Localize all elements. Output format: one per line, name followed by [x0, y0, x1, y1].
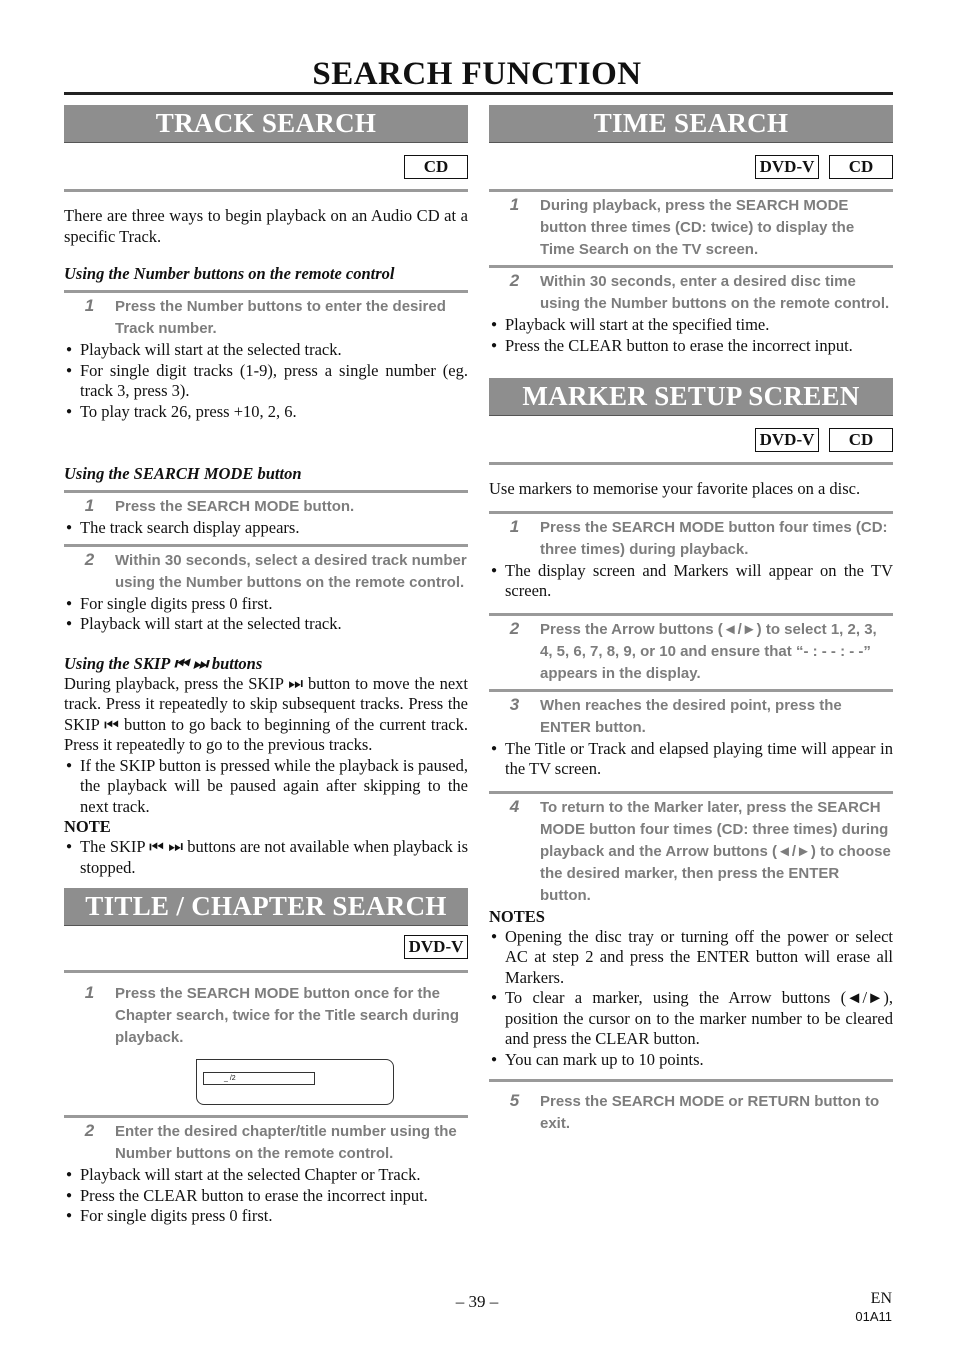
step-text: To return to the Marker later, press the SEARCH MODE button four times (CD: three times) during playback and the Arrow buttons (◄/►) to choose the desired marker, then press the ENTER button.	[540, 798, 891, 904]
section-rule	[489, 462, 893, 465]
step-2	[489, 271, 893, 315]
search-mode-subheading: Using the SEARCH MODE button	[64, 464, 302, 483]
language-label: EN	[870, 1290, 892, 1307]
skip-text: During playback, press the SKIP ⏭ button to move the next track. Press it repeatedly to skip subsequent tracks. Press the SKIP ⏮ button to go back to beginning of the current track. Press it repeatedly to go to the previous tracks.	[64, 673, 468, 754]
step-text: Enter the desired chapter/title number using the Number buttons on the remote control.	[115, 1123, 457, 1162]
marker-step3-bullets	[489, 739, 893, 780]
step-rule	[489, 511, 893, 514]
step-2	[64, 1121, 468, 1165]
marker-setup-heading: MARKER SETUP SCREEN	[489, 378, 893, 416]
step-2	[489, 619, 893, 685]
section-rule	[64, 970, 468, 973]
step-number: 1	[84, 296, 95, 315]
step-1	[489, 195, 893, 261]
number-buttons-bullets	[64, 340, 468, 422]
note-bullets	[64, 837, 468, 878]
footer-meta	[830, 1290, 892, 1326]
track-search-heading: TRACK SEARCH	[64, 105, 468, 143]
step-4	[489, 797, 893, 907]
left-column	[64, 105, 468, 1227]
cd-badge: CD	[829, 155, 893, 179]
dvd-v-badge: DVD-V	[755, 428, 819, 452]
title-chapter-bullets	[64, 1165, 468, 1227]
step-text: Press the Number buttons to enter the desired Track number.	[115, 298, 446, 337]
step-5	[489, 1091, 893, 1135]
bullet-item: ● To clear a marker, using the Arrow buttons (◄/►), position the cursor on to the marker number to be cleared and press the CLEAR button.	[489, 988, 893, 1050]
step-3	[489, 695, 893, 739]
step-rule	[64, 544, 468, 547]
cd-badge: CD	[404, 155, 468, 179]
step-text: When reaches the desired point, press the ENTER button.	[540, 696, 842, 736]
track-search-intro: There are three ways to begin playback on an Audio CD at a specific Track.	[64, 206, 468, 246]
section-rule	[64, 189, 468, 192]
step-rule	[489, 791, 893, 794]
bullet-item: ● The Title or Track and elapsed playing time will appear in the TV screen.	[489, 739, 893, 780]
dvd-v-badge: DVD-V	[755, 155, 819, 179]
step-1	[64, 496, 468, 518]
step-rule	[489, 613, 893, 616]
step-text: Within 30 seconds, select a desired track number using the Number buttons on the remote control.	[115, 551, 467, 591]
tv-screen-illustration	[196, 1059, 394, 1105]
title-chapter-search-heading: TITLE / CHAPTER SEARCH	[64, 888, 468, 926]
step-number: 1	[509, 516, 520, 536]
search-display-bar	[203, 1072, 315, 1085]
step-rule	[489, 1079, 893, 1082]
step-number: 2	[509, 618, 520, 638]
bullet-item: ● Playback will start at the specified time.	[489, 315, 893, 336]
step-number: 1	[509, 195, 520, 214]
bullet-item: ● The display screen and Markers will appear on the TV screen.	[489, 561, 893, 602]
step-text: Press the SEARCH MODE button.	[115, 498, 355, 515]
search-mode-step2-bullets	[64, 594, 468, 635]
notes-label: NOTES	[489, 906, 545, 926]
bullet-item: ● For single digits press 0 first.	[64, 1206, 468, 1227]
step-text: During playback, press the SEARCH MODE button three times (CD: twice) to display the Time Search on the TV screen.	[540, 197, 855, 258]
time-search-badges	[489, 155, 893, 179]
bullet-item: ● If the SKIP button is pressed while the playback is paused, the playback will be paused again after skipping to the next track.	[64, 756, 468, 818]
bullet-item: ● For single digits press 0 first.	[64, 594, 468, 615]
step-number: 4	[509, 796, 520, 816]
step-1	[64, 296, 468, 340]
step-rule	[64, 490, 468, 493]
title-chapter-badges	[64, 935, 468, 959]
time-search-heading: TIME SEARCH	[489, 105, 893, 143]
skip-subheading: Using the SKIP ⏮ ⏭ buttons	[64, 653, 263, 673]
step-text: Press the Arrow buttons (◄/►) to select 1, 2, 3, 4, 5, 6, 7, 8, 9, or 10 and ensure that “- : - - : - -” appears in the display.	[540, 620, 877, 682]
step-text: Press the SEARCH MODE button four times (CD: three times) during playback.	[540, 518, 888, 558]
bullet-item: ● Press the CLEAR button to erase the incorrect input.	[64, 1186, 468, 1207]
marker-setup-badges	[489, 428, 893, 452]
step-text: Within 30 seconds, enter a desired disc time using the Number buttons on the remote control.	[540, 273, 890, 312]
bullet-item: ● Playback will start at the selected track.	[64, 340, 468, 361]
step-number: 1	[84, 496, 95, 515]
search-display-text: _ /2	[224, 1075, 236, 1082]
skip-bullets	[64, 756, 468, 818]
note-label: NOTE	[64, 817, 111, 836]
page-number: – 39 –	[455, 1292, 499, 1311]
step-rule	[489, 689, 893, 692]
bullet-item: ● For single digit tracks (1-9), press a single number (eg. track 3, press 3).	[64, 361, 468, 402]
step-number: 2	[509, 271, 520, 290]
step-1	[64, 983, 468, 1049]
bullet-item: ● The SKIP ⏮ ⏭ buttons are not available when playback is stopped.	[64, 837, 468, 878]
step-2	[64, 550, 468, 594]
bullet-item: ● To play track 26, press +10, 2, 6.	[64, 402, 468, 423]
step-number: 1	[84, 983, 95, 1002]
step-text: Press the SEARCH MODE button once for the Chapter search, twice for the Title search during playback.	[115, 985, 459, 1046]
time-search-bullets	[489, 315, 893, 356]
step-number: 2	[84, 549, 95, 569]
cd-badge: CD	[829, 428, 893, 452]
bullet-item: ● Playback will start at the selected Chapter or Track.	[64, 1165, 468, 1186]
title-rule	[64, 92, 893, 95]
document-code: 01A11	[855, 1309, 892, 1324]
bullet-item: ● Press the CLEAR button to erase the incorrect input.	[489, 336, 893, 357]
step-number: 3	[509, 694, 520, 714]
bullet-item: ● Opening the disc tray or turning off the power or select AC at step 2 and press the ENTER button will erase all Markers.	[489, 927, 893, 989]
step-1	[489, 517, 893, 561]
right-column	[489, 105, 893, 1135]
dvd-v-badge: DVD-V	[404, 935, 468, 959]
notes-bullets	[489, 927, 893, 1071]
step-number: 5	[509, 1091, 520, 1110]
track-search-badges	[64, 155, 468, 179]
marker-step1-bullets	[489, 561, 893, 602]
page-title: SEARCH FUNCTION	[312, 56, 642, 92]
bullet-item: ● You can mark up to 10 points.	[489, 1050, 893, 1071]
marker-intro: Use markers to memorise your favorite places on a disc.	[489, 479, 861, 498]
bullet-item: ● The track search display appears.	[64, 518, 468, 539]
search-mode-step1-bullets	[64, 518, 468, 539]
step-rule	[64, 1115, 468, 1118]
step-number: 2	[84, 1121, 95, 1140]
number-buttons-subheading: Using the Number buttons on the remote control	[64, 264, 395, 283]
section-rule	[489, 189, 893, 192]
step-rule	[64, 290, 468, 293]
step-rule	[489, 265, 893, 268]
step-text: Press the SEARCH MODE or RETURN button to exit.	[540, 1093, 880, 1132]
bullet-item: ● Playback will start at the selected track.	[64, 614, 468, 635]
